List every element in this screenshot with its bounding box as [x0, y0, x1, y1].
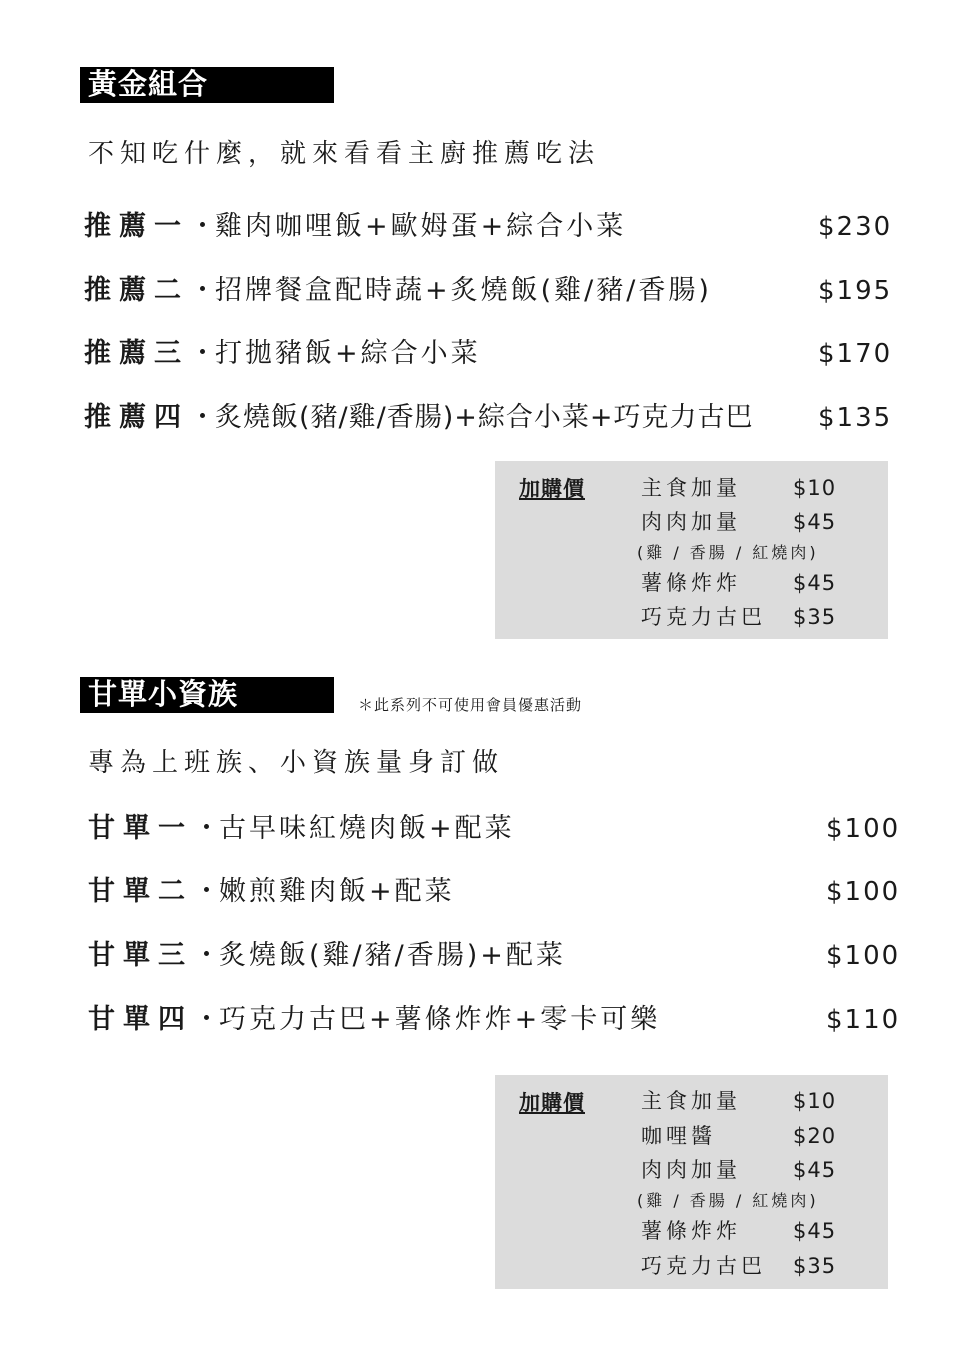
- item-label: 推薦一: [84, 211, 189, 242]
- addon-name: 主食加量: [641, 476, 741, 500]
- addon-price: $10: [793, 476, 837, 500]
- addon-box: [495, 1075, 888, 1289]
- addon-name: 咖哩醬: [641, 1124, 716, 1148]
- item-desc: 招牌餐盒配時蔬+炙燒飯(雞/豬/香腸): [215, 275, 712, 306]
- item-price: $170: [818, 339, 893, 369]
- addon-row: [641, 1250, 881, 1282]
- item-desc: 古早味紅燒肉飯+配菜: [219, 813, 515, 844]
- addon-note: (雞 / 香腸 / 紅燒肉): [637, 543, 819, 562]
- addon-price: $45: [793, 571, 837, 595]
- item-separator: ・: [193, 876, 220, 907]
- item-label: 甘單三: [88, 940, 193, 971]
- addon-row: [641, 472, 881, 504]
- item-separator: ・: [189, 338, 216, 369]
- item-label: 甘單一: [88, 813, 193, 844]
- addon-note: (雞 / 香腸 / 紅燒肉): [637, 1191, 819, 1210]
- item-label: 甘單四: [88, 1004, 193, 1035]
- item-price: $195: [818, 276, 893, 306]
- item-desc: 炙燒飯(雞/豬/香腸)+配菜: [219, 940, 566, 971]
- addon-row: [641, 1154, 881, 1186]
- item-label: 推薦二: [84, 275, 189, 306]
- addon-price: $35: [793, 1254, 837, 1278]
- addon-row: [641, 1215, 881, 1247]
- item-label: 推薦四: [84, 402, 189, 433]
- addon-name: 薯條炸炸: [641, 1219, 741, 1243]
- addon-name: 巧克力古巴: [641, 1254, 766, 1278]
- item-price: $110: [826, 1005, 901, 1035]
- item-desc: 打拋豬飯+綜合小菜: [215, 338, 481, 369]
- menu-item: [88, 809, 515, 849]
- menu-item: [84, 334, 481, 374]
- item-label: 推薦三: [84, 338, 189, 369]
- item-price: $100: [826, 814, 901, 844]
- addon-name: 主食加量: [641, 1089, 741, 1113]
- addon-price: $45: [793, 1219, 837, 1243]
- section-title-budget: 甘單小資族: [80, 677, 334, 713]
- item-label: 甘單二: [88, 876, 193, 907]
- addon-price: $45: [793, 510, 837, 534]
- item-price: $230: [818, 212, 893, 242]
- item-separator: ・: [189, 402, 216, 433]
- addon-row: [641, 506, 881, 538]
- addon-row: [641, 1085, 881, 1117]
- section-note: ＊此系列不可使用會員優惠活動: [358, 696, 583, 714]
- addon-name: 薯條炸炸: [641, 571, 741, 595]
- item-separator: ・: [193, 940, 220, 971]
- item-price: $100: [826, 941, 901, 971]
- item-price: $135: [818, 403, 893, 433]
- addon-name: 肉肉加量: [641, 1158, 741, 1182]
- addon-price: $45: [793, 1158, 837, 1182]
- addon-row: [641, 567, 881, 599]
- section-title-golden-combo: 黃金組合: [80, 67, 334, 103]
- item-separator: ・: [193, 813, 220, 844]
- addon-row: [641, 1120, 881, 1152]
- item-desc: 炙燒飯(豬/雞/香腸)+綜合小菜+巧克力古巴: [215, 402, 754, 433]
- item-desc: 雞肉咖哩飯+歐姆蛋+綜合小菜: [215, 211, 627, 242]
- menu-item: [88, 936, 566, 976]
- addon-title: 加購價: [519, 1091, 585, 1115]
- item-desc: 巧克力古巴+薯條炸炸+零卡可樂: [219, 1004, 661, 1035]
- addon-name: 巧克力古巴: [641, 605, 766, 629]
- menu-item: [84, 398, 754, 438]
- addon-box: [495, 461, 888, 639]
- addon-price: $20: [793, 1124, 837, 1148]
- menu-item: [84, 207, 626, 247]
- menu-item: [88, 1000, 660, 1040]
- section-intro: 不知吃什麼，就來看看主廚推薦吃法: [88, 139, 601, 169]
- item-desc: 嫩煎雞肉飯+配菜: [219, 876, 455, 907]
- addon-price: $10: [793, 1089, 837, 1113]
- addon-title: 加購價: [519, 477, 585, 501]
- addon-price: $35: [793, 605, 837, 629]
- item-price: $100: [826, 877, 901, 907]
- menu-item: [88, 872, 455, 912]
- addon-name: 肉肉加量: [641, 510, 741, 534]
- item-separator: ・: [193, 1004, 220, 1035]
- menu-item: [84, 271, 712, 311]
- item-separator: ・: [189, 275, 216, 306]
- item-separator: ・: [189, 211, 216, 242]
- addon-row: [641, 601, 881, 633]
- section-intro: 專為上班族、小資族量身訂做: [88, 748, 505, 778]
